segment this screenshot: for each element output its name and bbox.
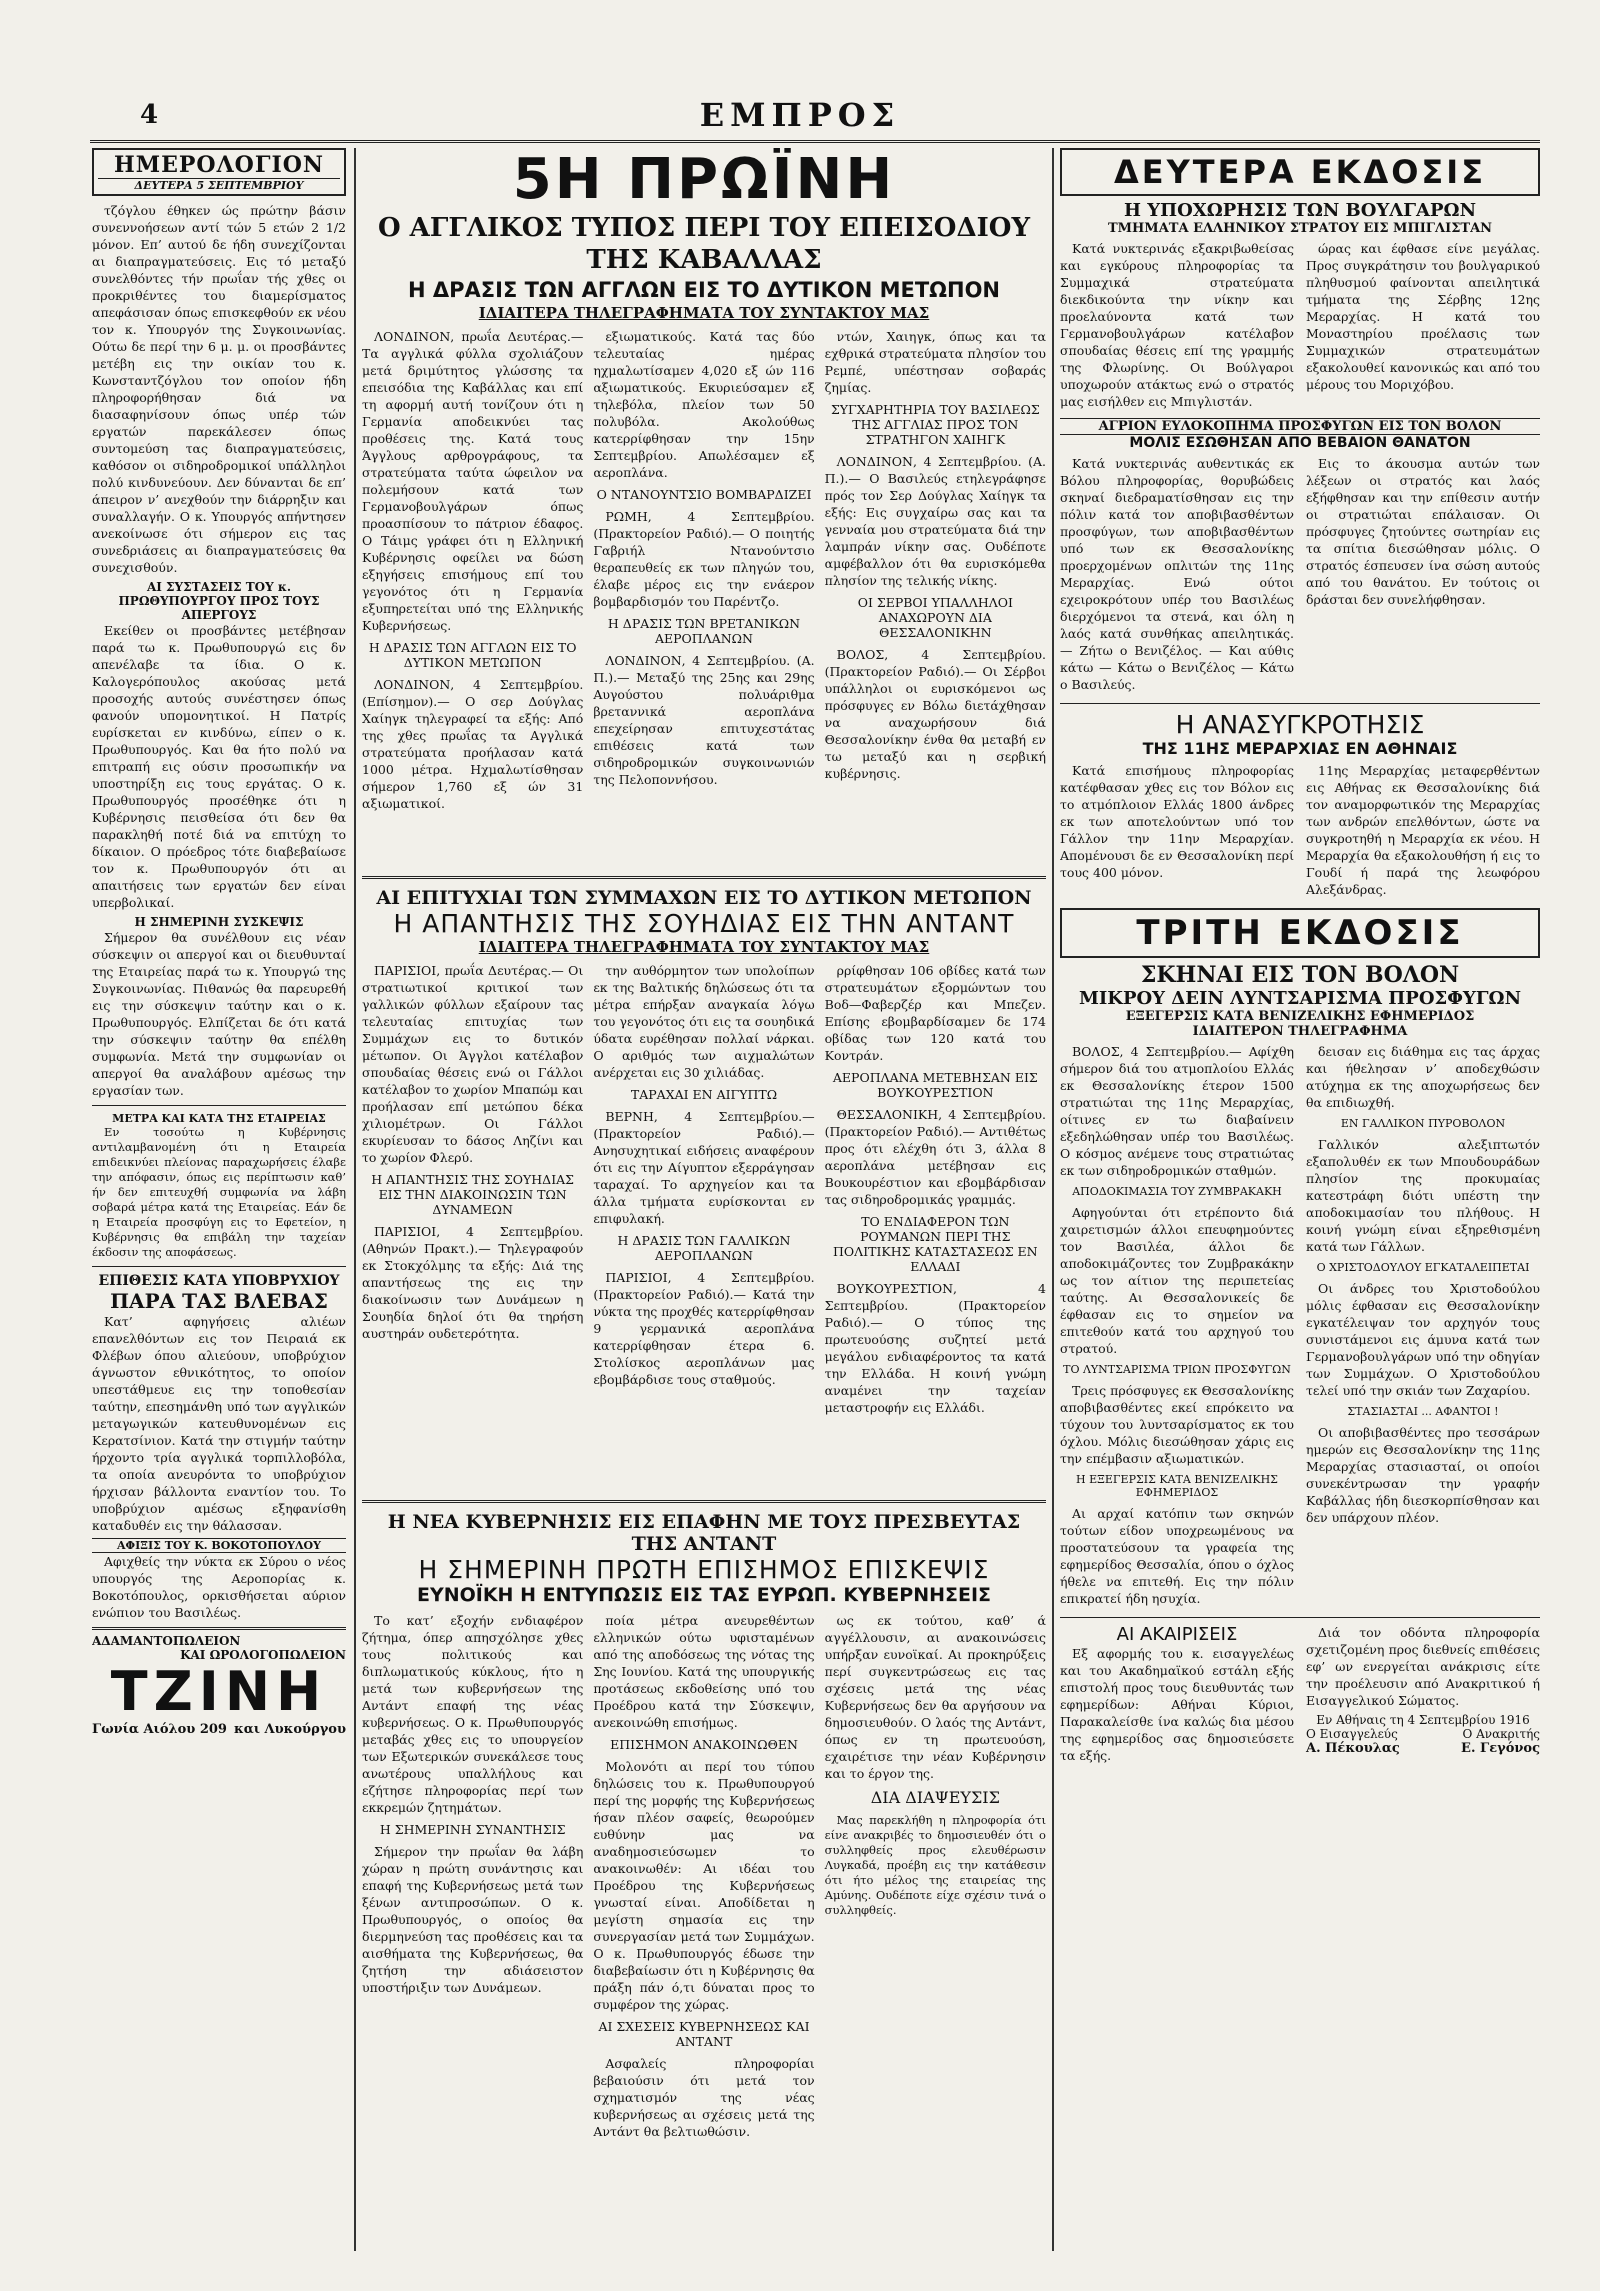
advert-line: ΑΔΑΜΑΝΤΟΠΩΛΕΙΟΝ [92,1634,241,1648]
article-text: Αφηγούνται ότι ετρέποντο διά χαιρετισμών άλλοι επευφημούντες τον Βασιλέα, άλλοι δε αποδοκιμάζοντες τον Ζυμβρακάκην ως τον αίτιον της περιπετείας ταύτης. Αι Θεσσαλονικείς δε έφθασαν εις το σημείον να επιτεθούν κατά του αρχηγού του στρατού. [1060,1205,1294,1356]
subheadline: ΕΥΝΟΪΚΗ Η ΕΝΤΥΠΩΣΙΣ ΕΙΣ ΤΑΣ ΕΥΡΩΠ. ΚΥΒΕΡΝΗΣΕΙΣ [416,1584,992,1606]
article-text: Το κατ’ εξοχήν ενδιαφέρον ζήτημα, όπερ απησχόλησε χθες τους πολιτικούς και διπλωματικούς κύκλους, ήτο η μετά των κυβερνήσεων της Αντάντ επαφή της νέας κυβερνήσεως. Ο κ. Πρωθυπουργός μεταβάς χθες εις το υπουργείον των Εξωτερικών συνεκάλεσε τους ανωτέρους υπαλλήλους και εζήτησε πληροφορίας περί των εκκρεμών ζητημάτων. [362,1613,584,1815]
article-text: 11ης Μεραρχίας μεταφερθέντων εις Αθήνας εκ Θεσσαλονίκης διά τον αναμορφωτικόν της Μεραρχίας των ανδρών επελθόντων, ώστε να συγκροτηθή η Μεραρχία εκ νέου. Η Μεραρχία θα εξακολουθήση ή εις το Γουδί ή παρά της λεωφόρου Αλεξάνδρας. [1306,763,1540,897]
section-heading: ΜΟΛΙΣ ΕΣΩΘΗΣΑΝ ΑΠΟ ΒΕΒΑΙΟΝ ΘΑΝΑΤΟΝ [1129,435,1471,451]
subheadline: ΙΔΙΑΙΤΕΡΟΝ ΤΗΛΕΓΡΑΦΗΜΑ [1192,1024,1408,1039]
page-number: 4 [140,100,159,130]
signature-role: Ο Ανακριτής [1462,1727,1540,1741]
jeweller-advert [92,1627,346,1737]
section-heading: ΣΥΓΧΑΡΗΤΗΡΙΑ ΤΟΥ ΒΑΣΙΛΕΩΣ ΤΗΣ ΑΓΓΛΙΑΣ ΠΡΟΣ ΤΟΝ ΣΤΡΑΤΗΓΟΝ ΧΑΙΗΓΚ [830,402,1040,447]
section-heading: ΑΓΡΙΟΝ ΕΥΛΟΚΟΠΗΜΑ ΠΡΟΣΦΥΓΩΝ ΕΙΣ ΤΟΝ ΒΟΛΟΝ [1060,418,1540,435]
signature-date: Εν Αθήναις τη 4 Σεπτεμβρίου 1916 [1316,1713,1530,1727]
section-heading: ΑΙ ΣΥΣΤΑΣΕΙΣ ΤΟΥ κ. ΠΡΩΘΥΠΟΥΡΓΟΥ ΠΡΟΣ ΤΟΥΣ ΑΠΕΡΓΟΥΣ [118,580,320,622]
section-heading: ΜΕΤΡΑ ΚΑΙ ΚΑΤΑ ΤΗΣ ΕΤΑΙΡΕΙΑΣ [112,1112,326,1125]
subheadline: ΤΗΣ 11ΗΣ ΜΕΡΑΡΧΙΑΣ ΕΝ ΑΘΗΝΑΙΣ [1142,739,1458,758]
section-heading: Ο ΝΤΑΝΟΥΝΤΣΙΟ ΒΟΜΒΑΡΔΙΖΕΙ [596,487,812,502]
article-text: ΒΕΡΝΗ, 4 Σεπτεμβρίου.— (Πρακτορείον Ραδιό).— Ανησυχητικαί ειδήσεις αναφέρουν ότι εις την Αίγυπτον εξερράγησαν ταραχαί. Το αρχηγείον και τα άλλα τμήματα ευρίσκονται εν επιφυλακή. [593,1109,815,1226]
subheadline: ΤΜΗΜΑΤΑ ΕΛΛΗΝΙΚΟΥ ΣΤΡΑΤΟΥ ΕΙΣ ΜΠΙΓΛΙΣΤΑΝ [1107,221,1493,236]
section-heading: ΟΙ ΣΕΡΒΟΙ ΥΠΑΛΛΗΛΟΙ ΑΝΑΧΩΡΟΥΝ ΔΙΑ ΘΕΣΣΑΛΟΝΙΚΗΝ [857,595,1013,640]
section-heading: Η ΔΡΑΣΙΣ ΤΩΝ ΒΡΕΤΑΝΙΚΩΝ ΑΕΡΟΠΛΑΝΩΝ [607,616,801,646]
column-divider [354,148,356,2251]
article-text: Εις το άκουσμα αυτών των λέξεων οι στρατός και λαός εξήφθησαν και την επίθεσιν αυτήν οι στρατιώται επάλαισαν. Οι πρόσφυγες ζητούντες σωτηρίαν εις τα σπίτια διεσώθησαν μόλις. Ο στρατός έσπευσεν ίνα σώση αυτούς από του θανάτου. Εν τούτοις οι δράσται δεν συνελήφθησαν. [1306,456,1540,607]
article-text: Σήμερον θα συνέλθουν εις νέαν σύσκεψιν οι απεργοί και οι διευθυνταί της Εταιρείας παρά τω κ. Υπουργώ της Συγκοινωνίας. Πιθανώς θα παρευρεθή εις την σύσκεψιν ταύτην και ο κ. Πρωθυπουργός. Ελπίζεται δε ότι κατά την σύσκεψιν ταύτην θα επέλθη συμφωνία. Μετά την συμφωνίαν οι απεργοί θα αναλάβουν αμέσως την εργασίαν των. [92,930,346,1098]
article-text: δεισαν εις διάθημα εις τας άρχας και ήθελησαν ν’ αποδεχθώσιν ατύχημα εκ της αποχωρήσεως δεν θα επιδιωχθή. [1306,1044,1540,1110]
article-text: Γαλλικόν αλεξιπτωτόν εξαπολυθέν εκ των Μπουδουράδων πλησίον της προκυμαίας κατεστράφη διότι υπέστη την αποδοκιμασίαν του πλήθους. Η κοινή γνώμη είναι εξηρεθισμένη κατά των Γάλλων. [1306,1137,1540,1254]
article-text: Κατά νυκτερινάς εξακριβωθείσας και εγκύρους πληροφορίας τα Συμμαχικά στρατεύματα διεκδικούντα την νίκην και προελαύνοντα κατά των Γερμανοβουλγάρων κατέλαβον σπουδαίας θέσεις επί της γραμμής της Φλωρίνης. Οι Βούλγαροι υποχωρούν ατάκτως ενώ ο στρατός μας εισήλθεν εις Μπιγλιστάν. [1060,241,1294,409]
left-column [92,148,346,2251]
headline: Ο ΑΓΓΛΙΚΟΣ ΤΥΠΟΣ ΠΕΡΙ ΤΟΥ ΕΠΕΙΣΟΔΙΟΥ ΤΗΣ ΚΑΒΑΛΛΑΣ [377,213,1031,275]
subheadline: ΙΔΙΑΙΤΕΡΑ ΤΗΛΕΓΡΑΦΗΜΑΤΑ ΤΟΥ ΣΥΝΤΑΚΤΟΥ ΜΑΣ [478,938,930,956]
article-text: την αυθόρμητον των υπολοίπων εκ της Βαλτικής δηλώσεως ότι τα μέτρα επήρξαν αναγκαία λόγω του γεγονότος ότι εις τα σουηδικά ύδατα ευρέθησαν πολλαί νάρκαι. Ο αριθμός των αιχμαλώτων ανέρχεται εις 30 χιλιάδας. [593,963,815,1080]
headline: Η ΑΝΑΣΥΓΚΡΟΤΗΣΙΣ [1175,710,1425,739]
headline: Η ΝΕΑ ΚΥΒΕΡΝΗΣΙΣ ΕΙΣ ΕΠΑΦΗΝ ΜΕ ΤΟΥΣ ΠΡΕΣΒΕΥΤΑΣ ΤΗΣ ΑΝΤΑΝΤ [387,1511,1021,1555]
headline: Η ΥΠΟΧΩΡΗΣΙΣ ΤΩΝ ΒΟΥΛΓΑΡΩΝ [1123,200,1477,221]
section-heading: ΤΑΡΑΧΑΙ ΕΝ ΑΙΓΥΠΤΩ [630,1087,778,1102]
article-text: ΒΟΥΚΟΥΡΕΣΤΙΟΝ, 4 Σεπτεμβρίου. (Πρακτορείον Ραδιό).— Ο τύπος της πρωτευούσης συζητεί μετά μεγάλου ενδιαφέροντος τα κατά την Ελλάδα. Η κοινή γνώμη αναμένει την ταχείαν μεταστροφήν εις Ελλάδι. [824,1281,1046,1415]
article-text: Αφιχθείς την νύκτα εκ Σύρου ο νέος υπουργός της Αεροπορίας κ. Βοκοτόπουλος, ορκισθήσεται αύριον ενώπιον του Βασιλέως. [92,1554,346,1620]
article-text: Ασφαλείς πληροφορίαι βεβαιούσιν ότι μετά τον σχηματισμόν της νέας κυβερνήσεως αι σχέσεις μετά της Αντάντ θα βελτιωθώσιν. [593,2056,815,2139]
article-text: ως εκ τούτου, καθ’ ά αγγέλλουσιν, αι ανακοινώσεις υπήρξαν ευνοϊκαί. Αι προκηρύξεις περί συγκεντρώσεως εις τας σχέσεις μετά της νέας Κυβερνήσεως δεν θα αργήσουν να δημοσιευθούν. Ο λαός της Αντάντ, όπως εν τη πρωτευούση, εχαιρέτισε την νέαν Κυβέρνησιν και το έργον της. [824,1613,1046,1781]
section-heading: ΣΤΑΣΙΑΣΤΑΙ ... ΑΦΑΝΤΟΙ ! [1347,1405,1499,1418]
article-text: ΠΑΡΙΣΙΟΙ, 4 Σεπτεμβρίου. (Πρακτορείον Ραδιό).— Κατά την νύκτα της προχθές κατερρίφθησαν 9 γερμανικά αεροπλάνα κατερρίφθησαν έτερα 6. Στολίσκος αεροπλάνων μας εβομβάρδισε τους σταθμούς. [593,1270,815,1387]
article-text: ΛΟΝΔΙΝΟΝ, 4 Σεπτεμβρίου. (Α. Π.).— Ο Βασιλεύς ετηλεγράφησε πρός τον Σερ Δούγλας Χαίηγκ τα εξής: Εις συγχαίρω σας και τα γενναία μου στρατεύματα διά την λαμπράν νίκην σας. Ουδέποτε αμφέβαλλον ότι θα ευρισκόμεθα πλησίον της τελικής νίκης. [824,454,1046,588]
section-heading: ΕΠΙΣΗΜΟΝ ΑΝΑΚΟΙΝΩΘΕΝ [610,1737,798,1752]
article-text: ΠΑΡΙΣΙΟΙ, 4 Σεπτεμβρίου. (Αθηνών Πρακτ.).— Τηλεγραφούν εκ Στοκχόλμης τα εξής: Διά της απαντήσεως της εις την διακοίνωσιν των Δυνάμεων η Σουηδία δηλοί ότι θα τηρήση αυστηράν ουδετερότητα. [362,1224,584,1341]
masthead-rule [90,140,1540,143]
signature-name: Α. Πέκουλας [1306,1741,1400,1756]
headline: Η ΣΗΜΕΡΙΝΗ ΠΡΩΤΗ ΕΠΙΣΗΜΟΣ ΕΠΙΣΚΕΨΙΣ [418,1555,990,1584]
article-text: ΡΩΜΗ, 4 Σεπτεμβρίου. (Πρακτορείον Ραδιό).— Ο ποιητής Γαβριήλ Ντανούντσιο θεραπευθείς εκ των πληγών του, έλαβε μέρος εις την ενάερον βομβαρδισμόν του Παρέντζο. [593,509,815,609]
section-heading: ΕΝ ΓΑΛΛΙΚΟΝ ΠΥΡΟΒΟΛΟΝ [1340,1117,1506,1130]
center-section [362,148,1046,2248]
section-heading: Η ΔΡΑΣΙΣ ΤΩΝ ΓΑΛΛΙΚΩΝ ΑΕΡΟΠΛΑΝΩΝ [617,1233,791,1263]
section-heading: ΤΟ ΛΥΝΤΣΑΡΙΣΜΑ ΤΡΙΩΝ ΠΡΟΣΦΥΓΩΝ [1063,1363,1291,1376]
section-heading: ΑΕΡΟΠΛΑΝΑ ΜΕΤΕΒΗΣΑΝ ΕΙΣ ΒΟΥΚΟΥΡΕΣΤΙΟΝ [832,1070,1038,1100]
edition-title: ΤΡΙΤΗ ΕΚΔΟΣΙΣ [1060,908,1540,958]
edition-title: ΔΕΥΤΕΡΑ ΕΚΔΟΣΙΣ [1060,148,1540,196]
article-text: Κατ’ αφηγήσεις αλιέων επανελθόντων εις τον Πειραιά εκ Φλέβων όπου αλιεύουν, υποβρύχιον άγνωστον εθνικότητος, το οποίον υπεστάθμευε εις την τοποθεσίαν ταύτην, επεσημάνθη υπό των αγγλικών μεταγωγικών κατευθυνομένων εις Κερατσίνιον. Κατά την στιγμήν ταύτην ήρχοντο τρία αγγλικά τορπιλλοβόλα, τα οποία ανευρόντα το υποβρύχιον ήρχισαν βάλλοντα εναντίον του. Το υποβρύχιον αμέσως εξηφανίσθη καταδυθέν εις την θάλασσαν. [92,1314,346,1533]
article-text: ΠΑΡΙΣΙΟΙ, πρωΐα Δευτέρας.— Οι στρατιωτικοί κριτικοί των γαλλικών φύλλων εξαίρουν τας τελευταίας επιτυχίας των Συμμάχων εις το δυτικόν μέτωπον. Οι Άγγλοι κατέλαβον σπουδαίας θέσεις ενώ οι Γάλλοι κατέλαβον το χωρίον Μπαπώμ και προήλασαν επί μετώπου δέκα χιλιομέτρων. Οι Γάλλοι εκυρίευσαν το δάσος Ληζίνι και το χωρίον Φλερύ. [362,963,584,1165]
article-text: ΘΕΣΣΑΛΟΝΙΚΗ, 4 Σεπτεμβρίου. (Πρακτορείον Ραδιό).— Αντιθέτως προς ότι ελέχθη ότι 3, άλλα 8 αεροπλάνα μετέβησαν εις Βουκουρέστιον και εβομβάρδισαν τας σιδηροδρομικάς γραμμάς. [824,1107,1046,1207]
right-section [1060,148,1540,2248]
headline: ΣΚΗΝΑΙ ΕΙΣ ΤΟΝ ΒΟΛΟΝ [1140,962,1460,988]
article-text: Μολονότι αι περί του τύπου δηλώσεις του κ. Πρωθυπουργού περί της μορφής της Κυβερνήσεως ήσαν πλέον σαφείς, θεωρούμεν ευθύνην μας να αναδημοσιεύσωμεν το ανακοινωθέν: Αι ιδέαι του Προέδρου της Κυβερνήσεως γνωσταί είναι. Αποδίδεται η μεγίστη σημασία εις την συνεργασίαν μετά των Συμμάχων. Ο κ. Πρωθυπουργός έδωσε την διαβεβαίωσιν ότι η Κυβέρνησις θα πράξη πάν ό,τι δύναται προς το συμφέρον της χώρας. [593,1759,815,2012]
diary-title: ΗΜΕΡΟΛΟΓΙΟΝ [113,152,325,178]
section-heading: ΕΠΙΘΕΣΙΣ ΚΑΤΑ ΥΠΟΒΡΥΧΙΟΥ [98,1273,340,1289]
article-text: εξιωματικούς. Κατά τας δύο τελευταίας ημέρας ηχμαλωτίσαμεν 4,020 εξ ών 116 αξιωματικούς. Εκυριεύσαμεν εξ τηλεβόλα, πλείον των 50 πολυβόλα. Ακολούθως κατερρίφθησαν την 15ην Σεπτεμβρίου. Απωλέσαμεν εξ αεροπλάνα. [593,329,815,480]
section-heading: Η ΕΞΕΓΕΡΣΙΣ ΚΑΤΑ ΒΕΝΙΖΕΛΙΚΗΣ ΕΦΗΜΕΡΙΔΟΣ [1076,1473,1278,1499]
section-heading: Η ΑΠΑΝΤΗΣΙΣ ΤΗΣ ΣΟΥΗΔΙΑΣ ΕΙΣ ΤΗΝ ΔΙΑΚΟΙΝΩΣΙΝ ΤΩΝ ΔΥΝΑΜΕΩΝ [371,1172,575,1217]
signature-role: Ο Εισαγγελεύς [1306,1727,1398,1741]
article-text: ΛΟΝΔΙΝΟΝ, 4 Σεπτεμβρίου. (Α. Π.).— Μεταξύ της 25ης και 29ης Αυγούστου πολυάριθμα βρεταννικά αεροπλάνα επεχείρησαν επιτυχεστάτας επιθέσεις κατά των σιδηροδρομικών συγκοινωνιών της Πελοποννήσου. [593,653,815,787]
advert-address: Γωνία Αιόλου 209 [92,1722,227,1737]
article-text: Κατά επισήμους πληροφορίας κατέφθασαν χθες εις τον Βόλον εις το ατμόπλοιον Ελλάς 1800 άνδρες εκ των αποτελούντων υπό τον Γάλλον την 11ην Μεραρχίαν. Απομένουσι δε εν Θεσσαλονίκη περί τους 400 μόνον. [1060,763,1294,880]
article-text: Τρεις πρόσφυγες εκ Θεσσαλονίκης αποβιβασθέντες εκεί επρόκειτο να τύχουν του λυντσαρίσματος εκ του όχλου. Μόλις διεσώθησαν χάρις εις την επέμβασιν αξιωματικών. [1060,1383,1294,1466]
article-text: ΒΟΛΟΣ, 4 Σεπτεμβρίου.— Αφίχθη σήμερον διά του ατμοπλοίου Ελλάς εκ Θεσσαλονίκης έτερον 1500 στρατιώται της 11ης Μεραρχίας, οίτινες εν τω διαβαίνειν εξεδηλώθησαν υπέρ του Βασιλέως. Ο κόσμος ανέμενε τους στρατιώτας εκ των σιδηροδρομικών σταθμών. [1060,1044,1294,1178]
article-text: ΛΟΝΔΙΝΟΝ, πρωΐα Δευτέρας.— Τα αγγλικά φύλλα σχολιάζουν μετά δριμύτητος γλώσσης τα επεισόδια της Καβάλλας και επί τη αφορμή αυτή τονίζουν ότι η Γερμανία αποδεικνύει τας προθέσεις της. Κατά τους Άγγλους αρθρογράφους, τα στρατεύματα ταύτα ώφειλον να πολεμήσουν κατά των Γερμανοβουλγάρων όπως προασπίσουν το πάτριον έδαφος. Ο Τάιμς γράφει ότι η Ελληνική Κυβέρνησις οφείλει να δώση εξηγήσεις επισήμους επί του γεγονότος ότι η Γερμανία εξυπηρετείται υπό της Ελληνικής Κυβερνήσεως. [362,329,584,633]
section-heading: ΠΑΡΑ ΤΑΣ ΒΛΕΒΑΣ [110,1289,328,1313]
diary-text: τζόγλου έθηκεν ώς πρώτην βάσιν συνεννοήσεων αντί τών 5 ετών 2 1/2 μόνον. Επ’ αυτού δε ήδη συνεχίζονται αι διαπραγματεύσεις. Εις τό μεταξύ συνελθόντες τήν πρωΐαν τής χθες οι προκριθέντες του διαμερίσματος απεφάσισαν όπως επισκεφθούν εκ νέου τον κ. Υπουργόν της Συγκοινωνίας. Ούτω δε περί την 6 μ. μ. οι προσβάντες μετέβη εις την οικίαν του κ. Κωνσταντζόγλου τον οποίον ήδη πληροφορήθησαν διά να διασαφηνίσουν όπως υπέρ τών εργατών παρεκάλεσεν όπως συντομεύση τας διαπραγματεύσεις, καθόσον οι σιδηροδρομικοί υπάλληλοι πολύ κινδυνεύουν. Δεν δύνανται δε επ’ άπειρον ν’ ανεχθούν την διάρρηξιν και συναλλαγήν. Ο κ. Υπουργός απήντησεν ανεκοίνωσε ότι σήμερον εις τας συνεδριάσεις αι διαπραγματεύσεις θα συνεχισθούν. [92,203,346,575]
article-text: Διά τον οδόντα πληροφορία σχετιζομένη προς διεθνείς επιθέσεις εφ’ ων ενεργείται ανάκρισις είτε την προέλευσιν από Ανακριτικού ή Εισαγγελικού Σώματος. [1306,1625,1540,1708]
column-divider [1052,148,1054,2251]
newspaper-title: ΕΜΠΡΟΣ [699,96,901,134]
edition-title: 5Η ΠΡΩΪΝΗ [512,148,896,212]
section-heading: ΔΙΑ ΔΙΑΨΕΥΣΙΣ [870,1788,1000,1807]
article-text: ΛΟΝΔΙΝΟΝ, 4 Σεπτεμβρίου. (Επίσημον).— Ο σερ Δούγλας Χαίηγκ τηλεγραφεί τα εξής: Από της χθες πρωΐας τα Αγγλικά στρατεύματα προήλασαν κατά 1000 μέτρα. Ηχμαλωτίσθησαν σήμερον 1,760 εξ ών 31 αξιωματικοί. [362,677,584,811]
article-text: Εν τοσούτω η Κυβέρνησις αντιλαμβανομένη ότι η Εταιρεία επιδεικνύει πλείονας παραχωρήσεις έλαβε την απόφασιν, όπως εις περίπτωσιν καθ’ ήν δεν επιτευχθή συμφωνία να λάβη σοβαρά μέτρα κατά της Εταιρείας. Εάν δε η Εταιρεία προσφύγη εις το Εφετείον, η Κυβέρνησις θα επιβάλη την ταχείαν έκδοσιν της αποφάσεως. [92,1125,346,1259]
subheadline: ΕΞΕΓΕΡΣΙΣ ΚΑΤΑ ΒΕΝΙΖΕΛΙΚΗΣ ΕΦΗΜΕΡΙΔΟΣ [1125,1009,1475,1024]
section-heading: ΑΙ ΑΚΑΙΡΙΣΕΙΣ [1116,1624,1238,1645]
article-text: ποία μέτρα ανευρεθέντων ελληνικών ούτω υφισταμένων από της αποδόσεως της νότας της Σης Ιουνίου. Κατά της υπουργικής προτάσεως εκδοθείσης υπό του Προέδρου κατά την Σύσκεψιν, ανεκοινώθη επισήμως. [593,1613,815,1730]
article-text: Εκείθεν οι προσβάντες μετέβησαν παρά τω κ. Πρωθυπουργώ εις δν απενέλαβε τα ίδια. Ο κ. Καλογερόπουλος ακούσας μετά προσοχής αυτούς συνέστησεν όπως φανούν υπομονητικοί. Η Πατρίς ευρίσκεται εν κινδύνω, είπεν ο κ. Πρωθυπουργός. Και θα ήτο πολύ να επιτραπή εις ούσιν προσωπικήν να υποστηρίξη εις τους εργάτας. Ο κ. Πρωθυπουργός προσέθηκε ότι η Κυβέρνησις πεισθείσα ότι δεν θα παρακληθή ποτέ διά να επιτύχη το δίκαιον. Ο πρόεδρος τότε διαβεβαίωσε τον κ. Πρωθυπουργόν ότι αι απαιτήσεις των εργατών δεν είναι υπερβολικαί. [92,623,346,910]
headline: Η ΔΡΑΣΙΣ ΤΩΝ ΑΓΓΛΩΝ ΕΙΣ ΤΟ ΔΥΤΙΚΟΝ ΜΕΤΩΠΟΝ [408,278,1000,302]
article-text: Μας παρεκλήθη η πληροφορία ότι είνε ανακριβές το δημοσιευθέν ότι ο συλληφθείς προς ελευθέρωσιν Λυγκαδά, προέβη εις την κατάθεσιν ότι ήτο μέλος της εταιρείας της Αμύνης. Ουδέποτε είχε σχέσιν τινά ο συλληφθείς. [824,1813,1046,1917]
section-heading: Η ΔΡΑΣΙΣ ΤΩΝ ΑΓΓΛΩΝ ΕΙΣ ΤΟ ΔΥΤΙΚΟΝ ΜΕΤΩΠΟΝ [368,640,577,670]
article-text: ώρας και έφθασε είνε μεγάλας. Προς συγκράτησιν του βουλγαρικού πληθυσμού φαίνονται απειλητικά τμήματα της Σέρβης 12ης Μεραρχίας. Η κατά του Μοναστηρίου προέλασις των Συμμαχικών στρατευμάτων εξακολουθεί κανονικώς και από του μέρους του Μοριχόβου. [1306,241,1540,392]
headline: ΑΙ ΕΠΙΤΥΧΙΑΙ ΤΩΝ ΣΥΜΜΑΧΩΝ ΕΙΣ ΤΟ ΔΥΤΙΚΟΝ ΜΕΤΩΠΟΝ [376,887,1032,909]
article-text: Οι αποβιβασθέντες προ τεσσάρων ημερών εις Θεσσαλονίκην της 11ης Μεραρχίας στασιασταί, οι οποίοι συνεκέντρωσαν την γραφήν Καβάλλας ήδη διεσκορπίσθησαν και δεν υπάρχουν πλέον. [1306,1425,1540,1525]
article-text: ΒΟΛΟΣ, 4 Σεπτεμβρίου. (Πρακτορείον Ραδιό).— Οι Σέρβοι υπάλληλοι οι ευρισκόμενοι ως πρόσφυγες εν Βόλω διετάχθησαν να αναχωρήσουν διά Θεσσαλονίκην ένθα θα μεταβή εν τω μεταξύ και η σερβική κυβέρνησις. [824,647,1046,781]
headline: Η ΑΠΑΝΤΗΣΙΣ ΤΗΣ ΣΟΥΗΔΙΑΣ ΕΙΣ ΤΗΝ ΑΝΤΑΝΤ [393,909,1015,938]
diary-header [92,148,346,196]
article-text: Εξ αφορμής του κ. εισαγγελέως και του Ακαδημαϊκού εστάλη εξής επιστολή προς τους διευθυντάς των εφημερίδων: Αθήναι Κύριοι, Παρακαλείσθε ίνα καλώς δια μέσου της εφημερίδος σας δημοσιεύσετε τα εξής. [1060,1646,1294,1763]
section-heading: Η ΣΗΜΕΡΙΝΗ ΣΥΣΚΕΨΙΣ [134,915,304,929]
section-heading: ΑΠΟΔΟΚΙΜΑΣΙΑ ΤΟΥ ΖΥΜΒΡΑΚΑΚΗ [1072,1185,1282,1198]
section-heading: Ο ΧΡΙΣΤΟΔΟΥΛΟΥ ΕΓΚΑΤΑΛΕΙΠΕΤΑΙ [1316,1261,1530,1274]
article-text: Κατά νυκτερινάς αυθεντικάς εκ Βόλου πληροφορίας, θορυβώδεις σκηναί διεδραματίσθησαν εις την πόλιν κατά τον αποβιβασθέντων προσφύγων, των αποβιβασθέντων υπό των εκ Θεσσαλονίκης προερχομένων οπλιτών της 11ης Μεραρχίας. Ενώ ούτοι εχειροκρότουν υπέρ του Βασιλέως διερχόμενοι τα στενά, και όλη η λαός κατά συνθήκας απειλητικάς. — Ζήτω ο Βενιζέλος. — Και αύθις κάτω — Κάτω ο Βενιζέλος — Κάτω ο Βασιλεύς. [1060,456,1294,692]
signature-name: Ε. Γεγόνος [1461,1741,1540,1756]
subheadline: ΙΔΙΑΙΤΕΡΑ ΤΗΛΕΓΡΑΦΗΜΑΤΑ ΤΟΥ ΣΥΝΤΑΚΤΟΥ ΜΑΣ [478,304,930,322]
diary-date: ΔΕΥΤΕΡΑ 5 ΣΕΠΤΕΜΒΡΙΟΥ [98,178,340,192]
article-text: ντών, Χαιηγκ, όπως και τα εχθρικά στρατεύματα πλησίον του Ρεμπέ, υπέστησαν σοβαράς ζημίας. [824,329,1046,395]
advert-address: και Λυκούργου [233,1722,346,1737]
article-text: Σήμερον την πρωΐαν θα λάβη χώραν η πρώτη συνάντησις και επαφή της Κυβερνήσεως μετά των ξένων αντιπροσώπων. Ο κ. Πρωθυπουργός, ο οποίος θα διερμηνεύση τας προθέσεις και τα αισθήματα της Κυβερνήσεως, θα ζητήση την αδιάσειστον υποστήριξιν των Δυνάμεων. [362,1844,584,1995]
headline: ΜΙΚΡΟΥ ΔΕΙΝ ΛΥΝΤΣΑΡΙΣΜΑ ΠΡΟΣΦΥΓΩΝ [1078,988,1522,1009]
section-heading: ΑΙ ΣΧΕΣΕΙΣ ΚΥΒΕΡΝΗΣΕΩΣ ΚΑΙ ΑΝΤΑΝΤ [598,2019,810,2049]
section-heading: ΑΦΙΞΙΣ ΤΟΥ Κ. ΒΟΚΟΤΟΠΟΥΛΟΥ [92,1538,346,1553]
section-heading: Η ΣΗΜΕΡΙΝΗ ΣΥΝΑΝΤΗΣΙΣ [379,1822,566,1837]
article-text: Αι αρχαί κατόπιν των σκηνών τούτων είδον υποχρεωμένους να προστατεύσουν τα γραφεία της εφημερίδος Θεσσαλία, όπου ο όχλος ήθελε να επιτεθή. Εις την πόλιν επικρατεί ήδη ησυχία. [1060,1506,1294,1606]
article-text: ρρίφθησαν 106 οβίδες κατά των στρατευμάτων εξορμώντων του Βοδ—Φαβερζέρ και Μπεζεν. Επίσης εβομβαρδίσαμεν δε 174 οβίδας των 120 κατά του Κοντράν. [824,963,1046,1063]
article-text: Οι άνδρες του Χριστοδούλου μόλις έφθασαν εις Θεσσαλονίκην εγκατέλειψαν τον αρχηγόν τους συνιστάμενοι εις άμυνα κατά των Γερμανοβουλγάρων υπό την οδηγίαν των Συμμάχων. Ο Χριστοδούλου τελεί υπό την σκιάν των Ζαχαρίου. [1306,1281,1540,1398]
section-heading: ΤΟ ΕΝΔΙΑΦΕΡΟΝ ΤΩΝ ΡΟΥΜΑΝΩΝ ΠΕΡΙ ΤΗΣ ΠΟΛΙΤΙΚΗΣ ΚΑΤΑΣΤΑΣΕΩΣ ΕΝ ΕΛΛΑΔΙ [833,1214,1038,1274]
advert-line: ΚΑΙ ΩΡΟΛΟΓΟΠΩΛΕΙΟΝ [180,1648,346,1662]
advert-name: ΤΖΙΝΗ [110,1660,328,1723]
